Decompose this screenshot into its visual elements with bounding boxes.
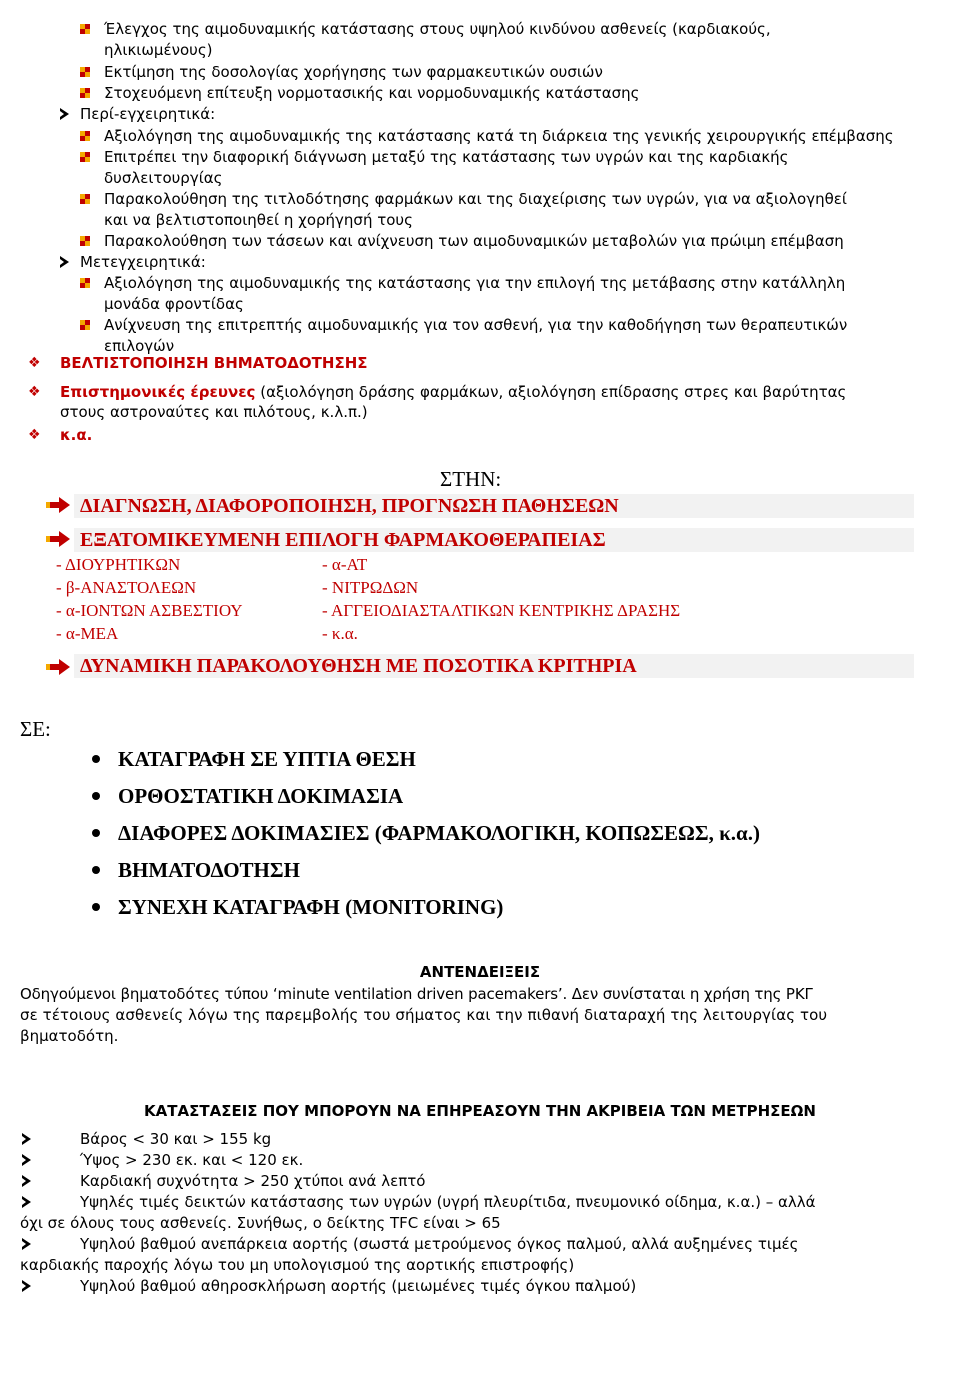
- arrow-bullet-icon: [22, 1196, 31, 1208]
- top-list-item: Έλεγχος της αιμοδυναμικής κατάστασης στους υψηλού κινδύνου ασθενείς (καρδιακούς,: [104, 20, 771, 38]
- arrow-bullet-icon: [22, 1238, 31, 1250]
- conditions-title: ΚΑΤΑΣΤΑΣΕΙΣ ΠΟΥ ΜΠΟΡΟΥΝ ΝΑ ΕΠΗΡΕΑΣΟΥΝ ΤΗΝ ΑΚΡΙΒΕΙΑ ΤΩΝ ΜΕΤΡΗΣΕΩΝ: [144, 1102, 816, 1120]
- drug-right-1: - α-ΑΤ: [322, 555, 368, 574]
- top-list-item: Επιτρέπει την διαφορική διάγνωση μεταξύ της κατάστασης των υγρών και της καρδιακής: [104, 148, 789, 166]
- top-list-item: Αξιολόγηση της αιμοδυναμικής της κατάστασης για την επιλογή της μετάβασης στην κατάλληλη: [104, 274, 846, 292]
- diamond-bullet-icon: ❖: [28, 427, 41, 443]
- optimization-label: ΒΕΛΤΙΣΤΟΠΟΙΗΣΗ ΒΗΜΑΤΟΔΟΤΗΣΗΣ: [60, 354, 368, 372]
- square-bullet-icon: [80, 320, 90, 330]
- research-cont: στους αστροναύτες και πιλότους, κ.λ.π.): [60, 403, 368, 421]
- square-bullet-icon: [80, 236, 90, 246]
- header-monitoring-text: ΔΥΝΑΜΙΚΗ ΠΑΡΑΚΟΛΟΥΘΗΣΗ ΜΕ ΠΟΣΟΤΙΚΑ ΚΡΙΤΗΡΙΑ: [80, 655, 637, 677]
- contra-title: ΑΝΤΕΝΔΕΙΞΕΙΣ: [419, 963, 541, 981]
- condition-item: Υψηλού βαθμού ανεπάρκεια αορτής (σωστά μετρούμενος όγκος παλμού, αλλά αυξημένες τιμές: [80, 1235, 799, 1253]
- red-arrow-icon: [46, 497, 70, 513]
- contra-line-2: σε τέτοιους ασθενείς λόγω της παρεμβολής του σήματος και την πιθανή διαταραχή της λειτουργίας του: [20, 1006, 828, 1024]
- square-bullet-icon: [80, 278, 90, 288]
- se-item-3: ΔΙΑΦΟΡΕΣ ΔΟΚΙΜΑΣΙΕΣ (ΦΑΡΜΑΚΟΛΟΓΙΚΗ, ΚΟΠΩΣΕΩΣ, κ.α.): [118, 821, 760, 845]
- arrow-bullet-icon: [22, 1133, 31, 1145]
- condition-item: Βάρος < 30 και > 155 kg: [80, 1130, 272, 1148]
- top-list-item: Μετεγχειρητικά:: [80, 253, 206, 271]
- contra-line-1: Οδηγούμενοι βηματοδότες τύπου ‘minute ventilation driven pacemakers’. Δεν συνίσταται η χρήση της ΡΚΓ: [20, 985, 813, 1003]
- condition-item: Καρδιακή συχνότητα > 250 χτύποι ανά λεπτό: [80, 1172, 426, 1190]
- bullet-dot-icon: [92, 755, 100, 763]
- drug-right-2: - ΝΙΤΡΩΔΩΝ: [322, 578, 419, 597]
- drug-left-3: - α-ΙΟΝΤΩΝ ΑΣΒΕΣΤΙΟΥ: [56, 601, 243, 620]
- top-list-item: Ανίχνευση της επιτρεπτής αιμοδυναμικής για τον ασθενή, για την καθοδήγηση των θεραπευτικών: [104, 316, 848, 334]
- bullet-dot-icon: [92, 866, 100, 874]
- condition-item: όχι σε όλους τους ασθενείς. Συνήθως, ο δείκτης TFC είναι > 65: [20, 1214, 501, 1232]
- top-list-item: επιλογών: [104, 337, 175, 355]
- bullet-dot-icon: [92, 829, 100, 837]
- arrow-bullet-icon: [22, 1175, 31, 1187]
- stin-label: ΣΤΗΝ:: [440, 467, 502, 491]
- drug-right-3: - ΑΓΓΕΙΟΔΙΑΣΤΑΛΤΙΚΩΝ ΚΕΝΤΡΙΚΗΣ ΔΡΑΣΗΣ: [322, 601, 681, 620]
- arrow-bullet-icon: [22, 1280, 31, 1292]
- square-bullet-icon: [80, 88, 90, 98]
- condition-item: Υψηλού βαθμού αθηροσκλήρωση αορτής (μειωμένες τιμές όγκου παλμού): [80, 1277, 637, 1295]
- header-pharmacotherapy-text: ΕΞΑΤΟΜΙΚΕΥΜΕΝΗ ΕΠΙΛΟΓΗ ΦΑΡΜΑΚΟΘΕΡΑΠΕΙΑΣ: [80, 529, 606, 551]
- header-diagnosis-text: ΔΙΑΓΝΩΣΗ, ΔΙΑΦΟΡΟΠΟΙΗΣΗ, ΠΡΟΓΝΩΣΗ ΠΑΘΗΣΕΩΝ: [80, 495, 619, 517]
- top-list-item: Στοχευόμενη επίτευξη νορμοτασικής και νορμοδυναμικής κατάστασης: [104, 84, 640, 102]
- drug-left-2: - β-ΑΝΑΣΤΟΛΕΩΝ: [56, 578, 197, 597]
- arrow-bullet-icon: [22, 1154, 31, 1166]
- top-list-item: Εκτίμηση της δοσολογίας χορήγησης των φαρμακευτικών ουσιών: [104, 63, 603, 81]
- contra-line-3: βηματοδότη.: [20, 1027, 119, 1045]
- drug-left-1: - ΔΙΟΥΡΗΤΙΚΩΝ: [56, 555, 181, 574]
- red-arrow-icon: [46, 659, 70, 675]
- top-list-item: Παρακολούθηση της τιτλοδότησης φαρμάκων και της διαχείρισης των υγρών, για να αξιολογηθεί: [104, 190, 847, 208]
- square-bullet-icon: [80, 152, 90, 162]
- arrow-bullet-icon: [60, 108, 69, 120]
- condition-item: Υψηλές τιμές δεικτών κατάστασης των υγρών (υγρή πλευρίτιδα, πνευμονικό οίδημα, κ.α.) – αλλά: [80, 1193, 816, 1211]
- top-list-item: Αξιολόγηση της αιμοδυναμικής της κατάστασης κατά τη διάρκεια της γενικής χειρουργικής επέμβασης: [104, 127, 894, 145]
- drug-right-4: - κ.α.: [322, 624, 358, 643]
- diamond-bullet-icon: ❖: [28, 355, 41, 371]
- se-item-4: ΒΗΜΑΤΟΔΟΤΗΣΗ: [118, 858, 300, 882]
- top-list-item: ηλικιωμένους): [104, 41, 213, 59]
- square-bullet-icon: [80, 24, 90, 34]
- se-item-1: ΚΑΤΑΓΡΑΦΗ ΣΕ ΥΠΤΙΑ ΘΕΣΗ: [118, 747, 416, 771]
- research-bold: Επιστημονικές έρευνες: [60, 383, 256, 401]
- diamond-bullet-icon: ❖: [28, 384, 41, 400]
- etc-label: κ.α.: [60, 426, 93, 444]
- se-label: ΣΕ:: [20, 717, 51, 741]
- square-bullet-icon: [80, 131, 90, 141]
- square-bullet-icon: [80, 67, 90, 77]
- research-rest: (αξιολόγηση δράσης φαρμάκων, αξιολόγηση επίδρασης στρες και βαρύτητας: [255, 383, 847, 401]
- arrow-bullet-icon: [60, 256, 69, 268]
- bullet-dot-icon: [92, 903, 100, 911]
- condition-item: καρδιακής παροχής λόγω του μη υπολογισμού της αορτικής επιστροφής): [20, 1256, 575, 1274]
- top-list-item: Περί-εγχειρητικά:: [80, 105, 216, 123]
- top-list-item: και να βελτιστοποιηθεί η χορήγησή τους: [104, 211, 413, 229]
- top-list-item: δυσλειτουργίας: [104, 169, 223, 187]
- bullet-dot-icon: [92, 792, 100, 800]
- se-item-5: ΣΥΝΕΧΗ ΚΑΤΑΓΡΑΦΗ (MONITORING): [118, 895, 504, 919]
- drug-left-4: - α-ΜΕΑ: [56, 624, 119, 643]
- condition-item: Ύψος > 230 εκ. και < 120 εκ.: [80, 1151, 304, 1169]
- top-list-item: Παρακολούθηση των τάσεων και ανίχνευση των αιμοδυναμικών μεταβολών για πρώιμη επέμβαση: [104, 232, 844, 250]
- top-list-item: μονάδα φροντίδας: [104, 295, 244, 313]
- red-arrow-icon: [46, 531, 70, 547]
- square-bullet-icon: [80, 194, 90, 204]
- se-item-2: ΟΡΘΟΣΤΑΤΙΚΗ ΔΟΚΙΜΑΣΙΑ: [118, 784, 404, 808]
